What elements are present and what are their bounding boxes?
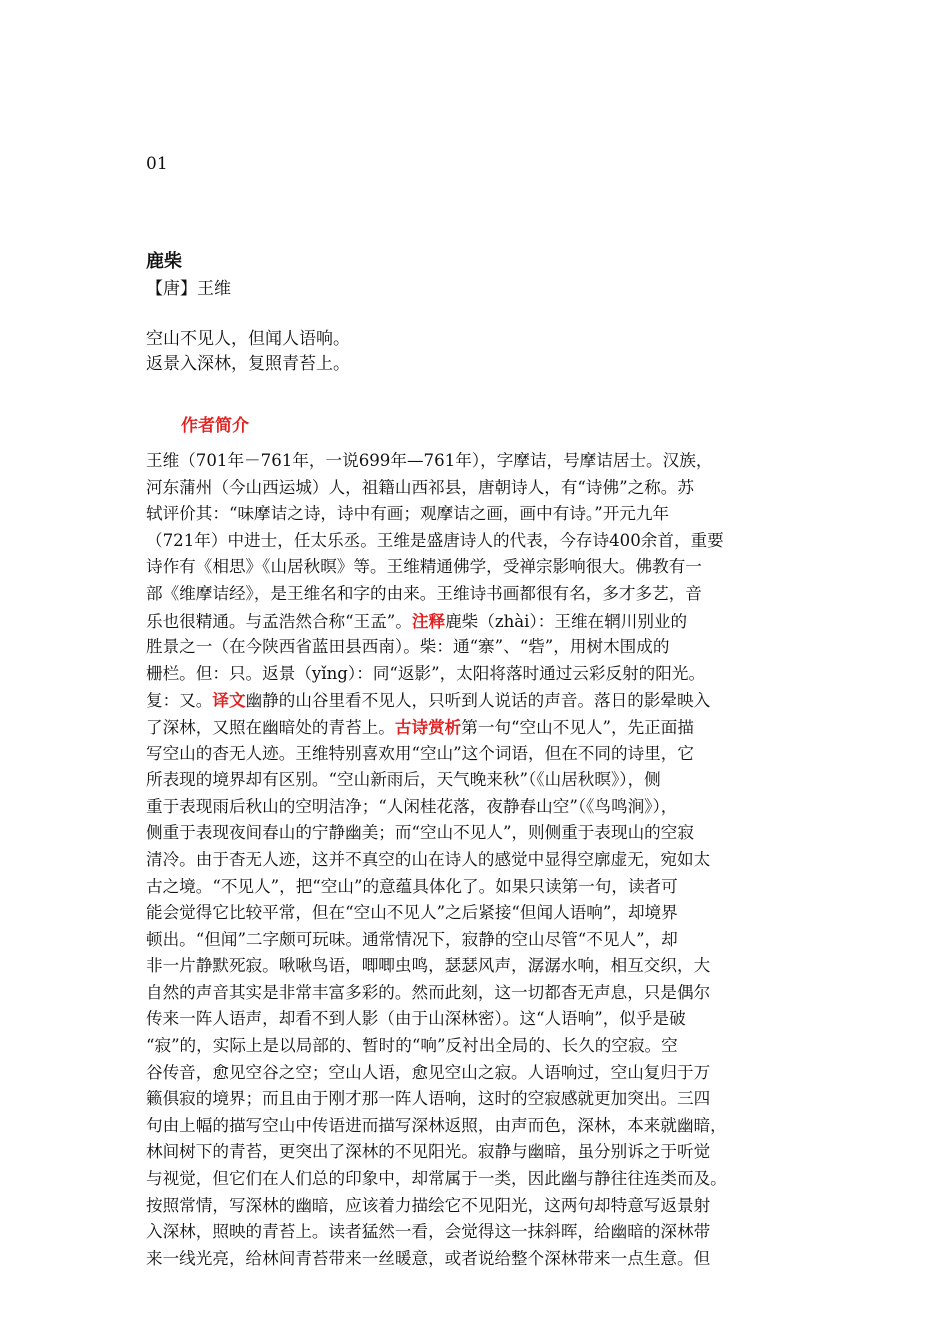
body-text-run: 部《维摩诘经》，是王维名和字的由来。王维诗书画都很有名，多才多艺，音 [146, 583, 702, 603]
body-text-run: 侧重于表现夜间春山的宁静幽美；而“空山不见人”，则侧重于表现山的空寂 [146, 823, 694, 843]
body-text-run: 轼评价其：“味摩诘之诗，诗中有画；观摩诘之画，画中有诗。”开元九年 [146, 504, 670, 524]
body-line [146, 1139, 806, 1166]
body-text-run: 籁俱寂的境界；而且由于刚才那一阵人语响，这时的空寂感就更加突出。三四 [146, 1089, 711, 1109]
poem-text [146, 327, 350, 377]
section-heading-author-intro: 作者简介 [181, 416, 249, 436]
body-text-run: 来一线光亮，给林间青苔带来一丝暖意，或者说给整个深林带来一点生意。但 [146, 1248, 711, 1268]
body-line [146, 1246, 806, 1273]
body-text-run: 诗作有《相思》《山居秋暝》等。王维精通佛学，受禅宗影响很大。佛教有一 [146, 557, 702, 577]
body-line [146, 874, 806, 901]
body-line [146, 608, 806, 635]
body-line [146, 581, 806, 608]
body-text-run: 复：又。 [146, 691, 213, 711]
body-line [146, 847, 806, 874]
body-line [146, 687, 806, 714]
body-text-run: 栅栏。但：只。返景（yǐng）：同“返影”，太阳将落时通过云彩反射的阳光。 [146, 663, 706, 683]
inline-section-label: 注释 [411, 610, 446, 631]
body-text-run: 第一句“空山不见人”，先正面描 [461, 717, 694, 737]
body-text-run: 写空山的杳无人迹。王维特别喜欢用“空山”这个词语，但在不同的诗里，它 [146, 743, 694, 763]
body-line [146, 1113, 806, 1140]
poem-line: 空山不见人，但闻人语响。 [146, 329, 350, 349]
body-text-run: 谷传音，愈见空谷之空；空山人语，愈见空山之寂。人语响过，空山复归于万 [146, 1062, 711, 1082]
body-line [146, 1219, 806, 1246]
body-line [146, 900, 806, 927]
body-text-run: 重于表现雨后秋山的空明洁净；“人闲桂花落，夜静春山空”（《鸟鸣涧》）， [146, 796, 678, 816]
body-line [146, 1033, 806, 1060]
body-line [146, 1086, 806, 1113]
body-text-run: 河东蒲州（今山西运城）人，祖籍山西祁县，唐朝诗人，有“诗佛”之称。苏 [146, 477, 694, 497]
body-line [146, 741, 806, 768]
body-text-run: 胜景之一（在今陕西省蓝田县西南）。柴：通“寨”、“砦”，用树木围成的 [146, 637, 670, 657]
body-text-run: （721年）中进士，任太乐丞。王维是盛唐诗人的代表，今存诗400余首，重要 [146, 530, 724, 550]
body-line [146, 1193, 806, 1220]
body-text-run: 非一片静默死寂。啾啾鸟语，唧唧虫鸣，瑟瑟风声，潺潺水响，相互交织，大 [146, 956, 711, 976]
body-line [146, 1060, 806, 1087]
body-text-run: 鹿柴（zhài）：王维在辋川别业的 [445, 611, 688, 631]
body-text-run: 顿出。“但闻”二字颇可玩味。通常情况下，寂静的空山尽管“不见人”，却 [146, 929, 678, 949]
body-line [146, 714, 806, 741]
body-line [146, 980, 806, 1007]
body-line [146, 927, 806, 954]
page-number: 01 [146, 154, 168, 174]
body-line [146, 661, 806, 688]
body-text-run: 自然的声音其实是非常丰富多彩的。然而此刻，这一切都杳无声息，只是偶尔 [146, 982, 711, 1002]
inline-section-label: 译文 [212, 690, 246, 711]
body-line [146, 528, 806, 555]
body-line [146, 767, 806, 794]
body-text-run: 能会觉得它比较平常，但在“空山不见人”之后紧接“但闻人语响”，却境界 [146, 903, 678, 923]
body-text-run: 清冷。由于杳无人迹，这并不真空的山在诗人的感觉中显得空廓虚无，宛如太 [146, 849, 711, 869]
body-text-run: 句由上幅的描写空山中传语进而描写深林返照，由声而色，深林，本来就幽暗， [146, 1115, 727, 1135]
body-line [146, 953, 806, 980]
body-line [146, 475, 806, 502]
body-line [146, 820, 806, 847]
body-line [146, 501, 806, 528]
body-paragraph [146, 448, 806, 1272]
body-text-run: “寂”的，实际上是以局部的、暂时的“响”反衬出全局的、长久的空寂。空 [146, 1036, 678, 1056]
body-line [146, 448, 806, 475]
body-text-run: 入深林，照映的青苔上。读者猛然一看，会觉得这一抹斜晖，给幽暗的深林带 [146, 1222, 711, 1242]
body-text-run: 古之境。“不见人”，把“空山”的意蕴具体化了。如果只读第一句，读者可 [146, 876, 678, 896]
body-line [146, 634, 806, 661]
poem-author: 【唐】王维 [146, 279, 231, 299]
body-line [146, 554, 806, 581]
body-text-run: 传来一阵人语声，却看不到人影（由于山深林密）。这“人语响”，似乎是破 [146, 1009, 686, 1029]
inline-section-label: 古诗赏析 [394, 716, 462, 737]
body-text-run: 所表现的境界却有区别。“空山新雨后，天气晚来秋”（《山居秋暝》），侧 [146, 770, 661, 790]
poem-title: 鹿柴 [146, 251, 182, 272]
body-line [146, 794, 806, 821]
body-text-run: 按照常情，写深林的幽暗，应该着力描绘它不见阳光，这两句却特意写返景射 [146, 1195, 711, 1215]
body-text-run: 王维（701年－761年，一说699年—761年），字摩诘，号摩诘居士。汉族， [146, 451, 713, 470]
body-line [146, 1166, 806, 1193]
poem-line: 返景入深林，复照青苔上。 [146, 354, 350, 374]
body-text-run: 与视觉，但它们在人们总的印象中，却常属于一类，因此幽与静往往连类而及。 [146, 1169, 727, 1189]
body-text-run: 了深林，又照在幽暗处的青苔上。 [146, 717, 395, 737]
body-text-run: 林间树下的青苔，更突出了深林的不见阳光。寂静与幽暗，虽分别诉之于听觉 [146, 1142, 711, 1162]
body-text-run: 乐也很精通。与孟浩然合称“王孟”。 [146, 611, 412, 631]
body-line [146, 1006, 806, 1033]
body-text-run: 幽静的山谷里看不见人，只听到人说话的声音。落日的影晕映入 [245, 691, 711, 711]
